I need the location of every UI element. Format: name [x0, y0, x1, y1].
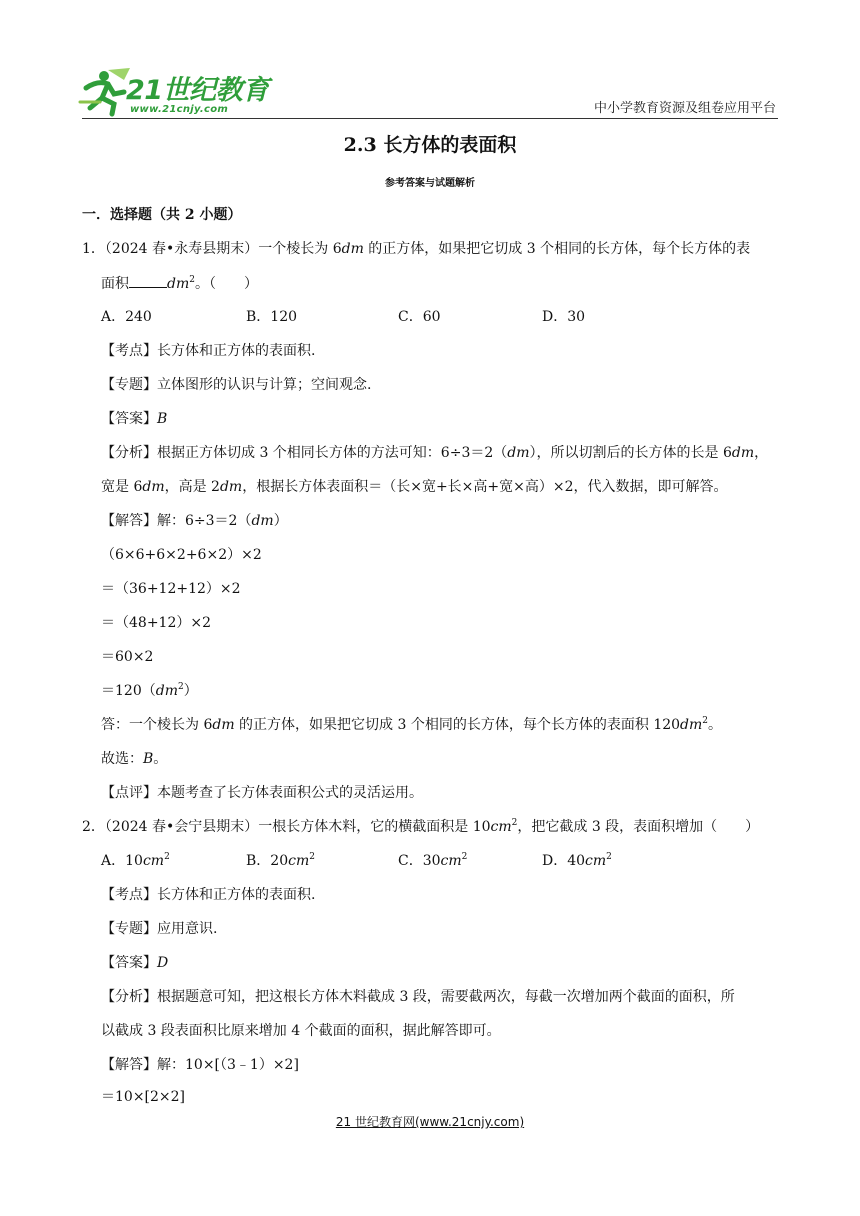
unit-text: dm — [341, 241, 364, 257]
q2-option-c: C．$30cm^2$ — [398, 852, 468, 869]
unit-text: dm — [155, 683, 178, 699]
q2-zhuanti: 【专题】应用意识. — [101, 921, 218, 937]
q1-calc-step: ＝60×2 — [101, 649, 154, 665]
header-divider — [82, 118, 778, 119]
q2-analysis-line2: 以截成 3 段表面积比原来增加 4 个截面的面积，据此解答即可。 — [101, 1023, 501, 1039]
page-title: 2.3 长方体的表面积 — [343, 134, 517, 156]
page-subtitle: 参考答案与试题解析 — [385, 178, 475, 189]
section-heading: 一．选择题（共 2 小题） — [82, 207, 242, 223]
q1-stem-text: 。（ ） — [194, 276, 258, 292]
q1-analysis-line2 — [101, 478, 728, 496]
q2-stem-text: 2．（2024 春•会宁县期末）一根长方体木料，它的横截面积是 10 — [82, 819, 491, 835]
option-text: C．30 — [398, 853, 441, 869]
q1-answer — [101, 410, 167, 428]
analysis-text: ， — [754, 445, 769, 461]
analysis-text: ，高是 2 — [164, 479, 220, 495]
unit-text: dm — [251, 513, 274, 529]
q2-stem: 2．（2024 春•会宁县期末）一根长方体木料，它的横截面积是 $10cm^2$，把它截成 3 段，表面积增加（ ） — [82, 818, 760, 835]
calc-text: ） — [183, 683, 198, 699]
answer-value: D — [157, 955, 169, 971]
q1-calc-step: （6×6+6×2+6×2）×2 — [101, 547, 262, 563]
unit-text: cm — [440, 853, 462, 869]
answer-blank — [129, 274, 167, 288]
q2-answer — [101, 954, 168, 972]
option-text: B．20 — [246, 853, 289, 869]
q2-stem-text: ，把它截成 3 段，表面积增加（ ） — [517, 819, 760, 835]
analysis-text: ，根据长方体表面积＝（长×宽+长×高+宽×高）×2，代入数据，即可解答。 — [242, 479, 728, 495]
unit-text: cm — [142, 853, 165, 869]
q2-option-b: B．$20cm^2$ — [246, 852, 315, 869]
analysis-text: 宽是 6 — [101, 479, 143, 495]
answer-text: 的正方体，如果把它切成 3 个相同的长方体，每个长方体的表面积 120 — [234, 717, 681, 733]
answer-label: 【答案】 — [101, 955, 157, 971]
choice-value: B — [143, 751, 154, 767]
q2-option-d: D．$40cm^2$ — [542, 852, 612, 869]
unit-text: dm — [507, 445, 530, 461]
q2-kaodian: 【考点】长方体和正方体的表面积. — [101, 887, 316, 903]
solution-text: 【解答】解：6÷3＝2（ — [101, 513, 252, 529]
q1-kaodian: 【考点】长方体和正方体的表面积. — [101, 343, 316, 359]
q1-zhuanti: 【专题】立体图形的认识与计算；空间观念. — [101, 377, 372, 393]
analysis-text: ），所以切割后的长方体的长是 6 — [529, 445, 732, 461]
unit-text: dm — [212, 717, 235, 733]
q1-option-a: A．240 — [101, 309, 152, 325]
answer-text: 。 — [708, 717, 723, 733]
footer-link[interactable]: 21 世纪教育网(www.21cnjy.com) — [335, 1115, 525, 1129]
unit-text: dm — [219, 479, 243, 495]
choice-text: 故选： — [101, 751, 143, 767]
q1-analysis-line1 — [101, 444, 768, 462]
brand-url: www.21cnjy.com — [130, 104, 229, 115]
q1-choice — [101, 750, 167, 768]
q1-option-d: D．30 — [542, 309, 586, 325]
q1-stem-line1 — [82, 240, 750, 258]
choice-text: 。 — [153, 751, 168, 767]
q1-calc-result: $=120(dm^2)$ — [101, 682, 198, 699]
unit-text: cm — [490, 819, 512, 835]
calc-text: ＝120（ — [101, 683, 156, 699]
q2-solution: 【解答】解：10×[（3﹣1）×2] — [101, 1057, 299, 1073]
unit-text: dm — [167, 276, 190, 292]
q1-option-c: C．60 — [398, 309, 441, 325]
unit-text: dm — [680, 717, 703, 733]
q1-stem-text: 的正方体，如果把它切成 3 个相同的长方体，每个长方体的表 — [363, 241, 751, 257]
unit-text: cm — [288, 853, 310, 869]
q1-calc-step: ＝（48+12）×2 — [101, 615, 211, 631]
answer-label: 【答案】 — [101, 411, 157, 427]
unit-text: dm — [142, 479, 165, 495]
answer-value: B — [157, 411, 168, 427]
platform-name: 中小学教育资源及组卷应用平台 — [593, 101, 776, 116]
q1-solution — [101, 512, 288, 530]
q2-option-a: A．$10cm^2$ — [101, 852, 170, 869]
q1-final-answer: 答：一个棱长为 6dm 的正方体，如果把它切成 3 个相同的长方体，每个长方体的表面积 $120dm^2$。 — [101, 716, 723, 733]
option-text: A．10 — [101, 853, 143, 869]
unit-text: dm — [731, 445, 755, 461]
q2-analysis-line1: 【分析】根据题意可知，把这根长方体木料截成 3 段，需要截两次，每截一次增加两个截面的面积，所 — [101, 989, 735, 1005]
q2-calc-step: ＝10×[2×2] — [101, 1089, 186, 1105]
q1-comment: 【点评】本题考查了长方体表面积公式的灵活运用。 — [101, 785, 423, 801]
q1-calc-step: ＝（36+12+12）×2 — [101, 581, 241, 597]
q1-stem-line2: 面积 $dm^2$。（ ） — [101, 275, 258, 292]
unit-text: cm — [585, 853, 607, 869]
answer-text: 答：一个棱长为 6 — [101, 717, 213, 733]
solution-text: ） — [273, 513, 288, 529]
brand-name: 21世纪教育 — [126, 75, 269, 106]
option-text: D．40 — [542, 853, 586, 869]
q1-option-b: B．120 — [246, 309, 298, 325]
q1-stem-text: 面积 — [101, 276, 129, 292]
analysis-text: 【分析】根据正方体切成 3 个相同长方体的方法可知：6÷3＝2（ — [101, 445, 508, 461]
q1-stem-text: 1．（2024 春•永寿县期末）一个棱长为 6 — [82, 241, 342, 257]
